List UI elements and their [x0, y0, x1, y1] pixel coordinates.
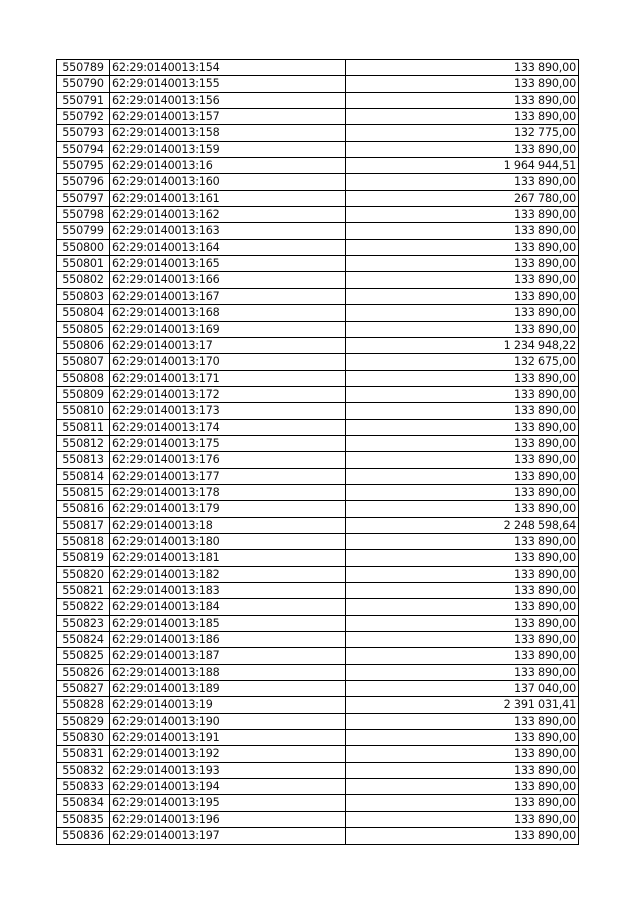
cadastral-number-cell: 62:29:0140013:184: [110, 599, 346, 615]
cadastral-number-cell: 62:29:0140013:163: [110, 223, 346, 239]
amount-cell: 133 890,00: [346, 207, 579, 223]
amount-cell: 133 890,00: [346, 484, 579, 500]
row-id-cell: 550834: [57, 795, 110, 811]
row-id-cell: 550819: [57, 550, 110, 566]
cadastral-number-cell: 62:29:0140013:170: [110, 354, 346, 370]
table-row: [57, 615, 579, 631]
table-row: [57, 517, 579, 533]
table-row: [57, 354, 579, 370]
cadastral-number-cell: 62:29:0140013:179: [110, 501, 346, 517]
row-id-cell: 550820: [57, 566, 110, 582]
row-id-cell: 550827: [57, 681, 110, 697]
cadastral-number-cell: 62:29:0140013:17: [110, 337, 346, 353]
cadastral-number-cell: 62:29:0140013:159: [110, 141, 346, 157]
amount-cell: 133 890,00: [346, 272, 579, 288]
cadastral-number-cell: 62:29:0140013:174: [110, 419, 346, 435]
cadastral-number-cell: 62:29:0140013:197: [110, 828, 346, 844]
table-row: [57, 386, 579, 402]
row-id-cell: 550835: [57, 811, 110, 827]
amount-cell: 132 675,00: [346, 354, 579, 370]
cadastral-number-cell: 62:29:0140013:176: [110, 452, 346, 468]
amount-cell: 133 890,00: [346, 713, 579, 729]
cadastral-number-cell: 62:29:0140013:155: [110, 76, 346, 92]
amount-cell: 133 890,00: [346, 730, 579, 746]
cadastral-number-cell: 62:29:0140013:154: [110, 60, 346, 76]
amount-cell: 133 890,00: [346, 762, 579, 778]
amount-cell: 137 040,00: [346, 681, 579, 697]
cadastral-number-cell: 62:29:0140013:191: [110, 730, 346, 746]
cadastral-number-cell: 62:29:0140013:178: [110, 484, 346, 500]
row-id-cell: 550795: [57, 158, 110, 174]
table-row: [57, 730, 579, 746]
amount-cell: 133 890,00: [346, 256, 579, 272]
amount-cell: 133 890,00: [346, 746, 579, 762]
table-row: [57, 828, 579, 844]
cadastral-number-cell: 62:29:0140013:162: [110, 207, 346, 223]
cadastral-number-cell: 62:29:0140013:193: [110, 762, 346, 778]
amount-cell: 1 964 944,51: [346, 158, 579, 174]
table-row: [57, 305, 579, 321]
table-row: [57, 550, 579, 566]
amount-cell: 133 890,00: [346, 501, 579, 517]
amount-cell: 133 890,00: [346, 811, 579, 827]
row-id-cell: 550829: [57, 713, 110, 729]
cadastral-number-cell: 62:29:0140013:173: [110, 403, 346, 419]
amount-cell: 133 890,00: [346, 141, 579, 157]
document-page: [56, 59, 578, 845]
amount-cell: 2 391 031,41: [346, 697, 579, 713]
table-row: [57, 239, 579, 255]
amount-cell: 133 890,00: [346, 305, 579, 321]
row-id-cell: 550811: [57, 419, 110, 435]
row-id-cell: 550817: [57, 517, 110, 533]
table-row: [57, 599, 579, 615]
amount-cell: 133 890,00: [346, 60, 579, 76]
cadastral-number-cell: 62:29:0140013:177: [110, 468, 346, 484]
table-row: [57, 256, 579, 272]
table-row: [57, 403, 579, 419]
amount-cell: 133 890,00: [346, 648, 579, 664]
amount-cell: 1 234 948,22: [346, 337, 579, 353]
table-row: [57, 435, 579, 451]
row-id-cell: 550832: [57, 762, 110, 778]
row-id-cell: 550815: [57, 484, 110, 500]
cadastral-number-cell: 62:29:0140013:169: [110, 321, 346, 337]
amount-cell: 133 890,00: [346, 779, 579, 795]
table-row: [57, 190, 579, 206]
row-id-cell: 550791: [57, 92, 110, 108]
amount-cell: 133 890,00: [346, 92, 579, 108]
cadastral-number-cell: 62:29:0140013:168: [110, 305, 346, 321]
row-id-cell: 550825: [57, 648, 110, 664]
cadastral-number-cell: 62:29:0140013:172: [110, 386, 346, 402]
row-id-cell: 550814: [57, 468, 110, 484]
row-id-cell: 550807: [57, 354, 110, 370]
table-row: [57, 632, 579, 648]
row-id-cell: 550822: [57, 599, 110, 615]
cadastral-number-cell: 62:29:0140013:19: [110, 697, 346, 713]
table-row: [57, 158, 579, 174]
cadastral-number-cell: 62:29:0140013:16: [110, 158, 346, 174]
row-id-cell: 550809: [57, 386, 110, 402]
cadastral-number-cell: 62:29:0140013:192: [110, 746, 346, 762]
amount-cell: 133 890,00: [346, 76, 579, 92]
row-id-cell: 550828: [57, 697, 110, 713]
amount-cell: 133 890,00: [346, 533, 579, 549]
amount-cell: 133 890,00: [346, 419, 579, 435]
row-id-cell: 550790: [57, 76, 110, 92]
amount-cell: 133 890,00: [346, 174, 579, 190]
amount-cell: 133 890,00: [346, 321, 579, 337]
cadastral-number-cell: 62:29:0140013:180: [110, 533, 346, 549]
row-id-cell: 550792: [57, 109, 110, 125]
table-row: [57, 141, 579, 157]
row-id-cell: 550836: [57, 828, 110, 844]
row-id-cell: 550818: [57, 533, 110, 549]
cadastral-number-cell: 62:29:0140013:188: [110, 664, 346, 680]
row-id-cell: 550796: [57, 174, 110, 190]
amount-cell: 133 890,00: [346, 566, 579, 582]
table-row: [57, 288, 579, 304]
cadastral-number-cell: 62:29:0140013:185: [110, 615, 346, 631]
amount-cell: 133 890,00: [346, 828, 579, 844]
table-row: [57, 207, 579, 223]
table-row: [57, 223, 579, 239]
cadastral-number-cell: 62:29:0140013:156: [110, 92, 346, 108]
table-body: [57, 60, 579, 845]
row-id-cell: 550812: [57, 435, 110, 451]
row-id-cell: 550816: [57, 501, 110, 517]
row-id-cell: 550800: [57, 239, 110, 255]
amount-cell: 2 248 598,64: [346, 517, 579, 533]
table-row: [57, 746, 579, 762]
table-row: [57, 664, 579, 680]
data-table: [56, 59, 579, 845]
cadastral-number-cell: 62:29:0140013:161: [110, 190, 346, 206]
row-id-cell: 550802: [57, 272, 110, 288]
amount-cell: 133 890,00: [346, 386, 579, 402]
amount-cell: 133 890,00: [346, 109, 579, 125]
amount-cell: 133 890,00: [346, 288, 579, 304]
cadastral-number-cell: 62:29:0140013:183: [110, 583, 346, 599]
table-row: [57, 174, 579, 190]
cadastral-number-cell: 62:29:0140013:165: [110, 256, 346, 272]
cadastral-number-cell: 62:29:0140013:175: [110, 435, 346, 451]
table-row: [57, 533, 579, 549]
amount-cell: 267 780,00: [346, 190, 579, 206]
amount-cell: 133 890,00: [346, 615, 579, 631]
cadastral-number-cell: 62:29:0140013:195: [110, 795, 346, 811]
table-row: [57, 681, 579, 697]
row-id-cell: 550808: [57, 370, 110, 386]
row-id-cell: 550797: [57, 190, 110, 206]
row-id-cell: 550830: [57, 730, 110, 746]
row-id-cell: 550833: [57, 779, 110, 795]
table-row: [57, 125, 579, 141]
table-row: [57, 648, 579, 664]
table-row: [57, 60, 579, 76]
cadastral-number-cell: 62:29:0140013:171: [110, 370, 346, 386]
row-id-cell: 550824: [57, 632, 110, 648]
cadastral-number-cell: 62:29:0140013:187: [110, 648, 346, 664]
row-id-cell: 550826: [57, 664, 110, 680]
row-id-cell: 550799: [57, 223, 110, 239]
table-row: [57, 321, 579, 337]
amount-cell: 133 890,00: [346, 435, 579, 451]
amount-cell: 133 890,00: [346, 468, 579, 484]
cadastral-number-cell: 62:29:0140013:157: [110, 109, 346, 125]
row-id-cell: 550821: [57, 583, 110, 599]
amount-cell: 133 890,00: [346, 223, 579, 239]
table-row: [57, 468, 579, 484]
table-row: [57, 779, 579, 795]
table-row: [57, 109, 579, 125]
table-row: [57, 501, 579, 517]
amount-cell: 133 890,00: [346, 239, 579, 255]
row-id-cell: 550831: [57, 746, 110, 762]
row-id-cell: 550804: [57, 305, 110, 321]
amount-cell: 133 890,00: [346, 583, 579, 599]
row-id-cell: 550789: [57, 60, 110, 76]
amount-cell: 133 890,00: [346, 632, 579, 648]
table-row: [57, 583, 579, 599]
amount-cell: 133 890,00: [346, 795, 579, 811]
table-row: [57, 92, 579, 108]
cadastral-number-cell: 62:29:0140013:196: [110, 811, 346, 827]
cadastral-number-cell: 62:29:0140013:181: [110, 550, 346, 566]
amount-cell: 133 890,00: [346, 403, 579, 419]
cadastral-number-cell: 62:29:0140013:194: [110, 779, 346, 795]
row-id-cell: 550803: [57, 288, 110, 304]
table-row: [57, 697, 579, 713]
row-id-cell: 550810: [57, 403, 110, 419]
row-id-cell: 550813: [57, 452, 110, 468]
table-row: [57, 795, 579, 811]
row-id-cell: 550823: [57, 615, 110, 631]
cadastral-number-cell: 62:29:0140013:158: [110, 125, 346, 141]
cadastral-number-cell: 62:29:0140013:182: [110, 566, 346, 582]
cadastral-number-cell: 62:29:0140013:190: [110, 713, 346, 729]
amount-cell: 133 890,00: [346, 599, 579, 615]
amount-cell: 133 890,00: [346, 370, 579, 386]
cadastral-number-cell: 62:29:0140013:160: [110, 174, 346, 190]
row-id-cell: 550793: [57, 125, 110, 141]
cadastral-number-cell: 62:29:0140013:167: [110, 288, 346, 304]
amount-cell: 133 890,00: [346, 664, 579, 680]
row-id-cell: 550805: [57, 321, 110, 337]
table-row: [57, 370, 579, 386]
cadastral-number-cell: 62:29:0140013:164: [110, 239, 346, 255]
table-row: [57, 452, 579, 468]
table-row: [57, 811, 579, 827]
cadastral-number-cell: 62:29:0140013:18: [110, 517, 346, 533]
amount-cell: 132 775,00: [346, 125, 579, 141]
table-row: [57, 419, 579, 435]
cadastral-number-cell: 62:29:0140013:166: [110, 272, 346, 288]
row-id-cell: 550806: [57, 337, 110, 353]
amount-cell: 133 890,00: [346, 452, 579, 468]
table-row: [57, 484, 579, 500]
table-row: [57, 762, 579, 778]
table-row: [57, 566, 579, 582]
row-id-cell: 550798: [57, 207, 110, 223]
cadastral-number-cell: 62:29:0140013:186: [110, 632, 346, 648]
table-row: [57, 713, 579, 729]
amount-cell: 133 890,00: [346, 550, 579, 566]
table-row: [57, 76, 579, 92]
table-row: [57, 272, 579, 288]
row-id-cell: 550801: [57, 256, 110, 272]
row-id-cell: 550794: [57, 141, 110, 157]
table-row: [57, 337, 579, 353]
cadastral-number-cell: 62:29:0140013:189: [110, 681, 346, 697]
